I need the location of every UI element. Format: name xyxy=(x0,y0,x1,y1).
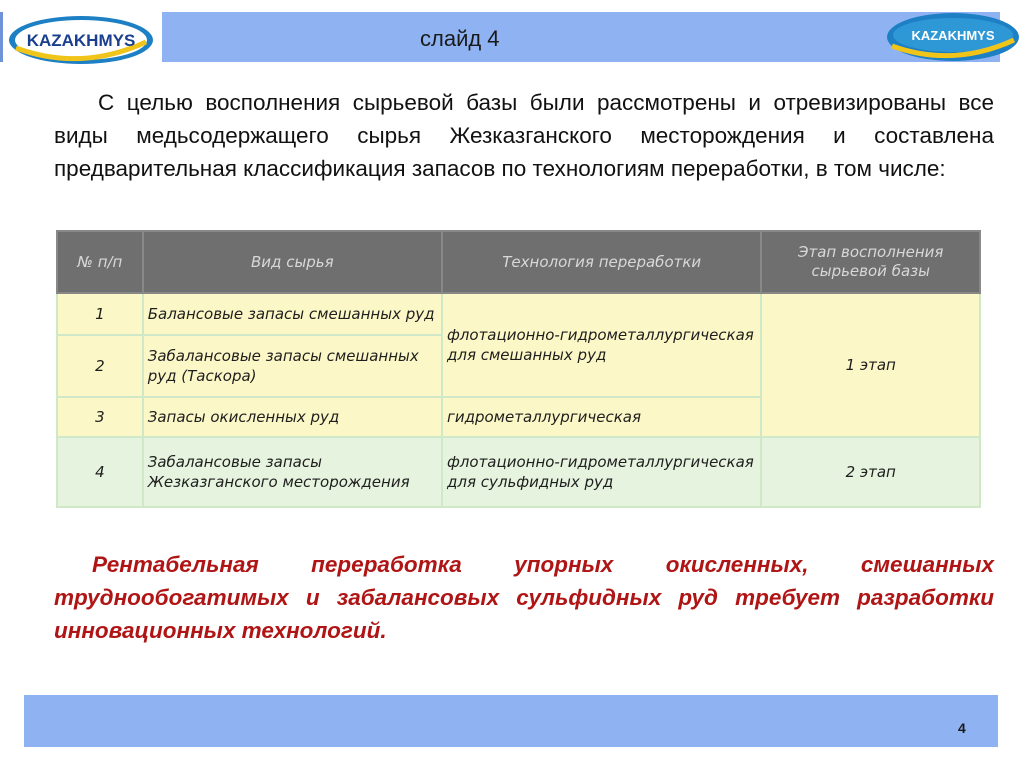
stage-cell: 1 этап xyxy=(761,293,980,437)
table-row xyxy=(57,293,980,335)
footer-bar xyxy=(24,695,998,747)
header-left-edge xyxy=(0,12,3,62)
logo-left-text: KAZAKHMYS xyxy=(26,31,136,50)
logo-right-text: KAZAKHMYS xyxy=(911,28,995,43)
table-row xyxy=(57,437,980,507)
row-number: 3 xyxy=(57,397,143,437)
conclusion-paragraph: Рентабельная переработка упорных окисленных, смешанных труднообогатимых и забалансовых сульфидных руд требует разработки инновационных технологий. xyxy=(54,552,994,643)
header-technology: Технология переработки xyxy=(442,231,761,293)
ore-classification-table xyxy=(56,230,981,508)
ore-type-cell: Балансовые запасы смешанных руд xyxy=(143,293,442,335)
table-header-row xyxy=(57,231,980,293)
header-stage: Этап восполнения сырьевой базы xyxy=(761,231,980,293)
ore-type-cell: Запасы окисленных руд xyxy=(143,397,442,437)
row-number: 4 xyxy=(57,437,143,507)
stage-cell: 2 этап xyxy=(761,437,980,507)
header-number: № п/п xyxy=(57,231,143,293)
slide-title: слайд 4 xyxy=(420,26,500,51)
technology-cell: флотационно-гидрометаллургическая для сульфидных руд xyxy=(442,437,761,507)
ore-type-cell: Забалансовые запасы Жезказганского месторождения xyxy=(143,437,442,507)
row-number: 2 xyxy=(57,335,143,397)
intro-paragraph: С целью восполнения сырьевой базы были рассмотрены и отревизированы все виды медьсодержащего сырья Жезказганского месторождения и составлена предварительная классификация запасов по технологиям переработки, в том числе: xyxy=(54,90,994,181)
page-number: 4 xyxy=(958,720,966,736)
header-ore-type: Вид сырья xyxy=(143,231,442,293)
technology-cell: флотационно-гидрометаллургическая для смешанных руд xyxy=(442,293,761,397)
ore-type-cell: Забалансовые запасы смешанных руд (Таскора) xyxy=(143,335,442,397)
kazakhmys-logo-right xyxy=(884,10,1022,64)
kazakhmys-logo-left xyxy=(6,14,156,66)
row-number: 1 xyxy=(57,293,143,335)
technology-cell: гидрометаллургическая xyxy=(442,397,761,437)
header-bar xyxy=(162,12,1000,62)
